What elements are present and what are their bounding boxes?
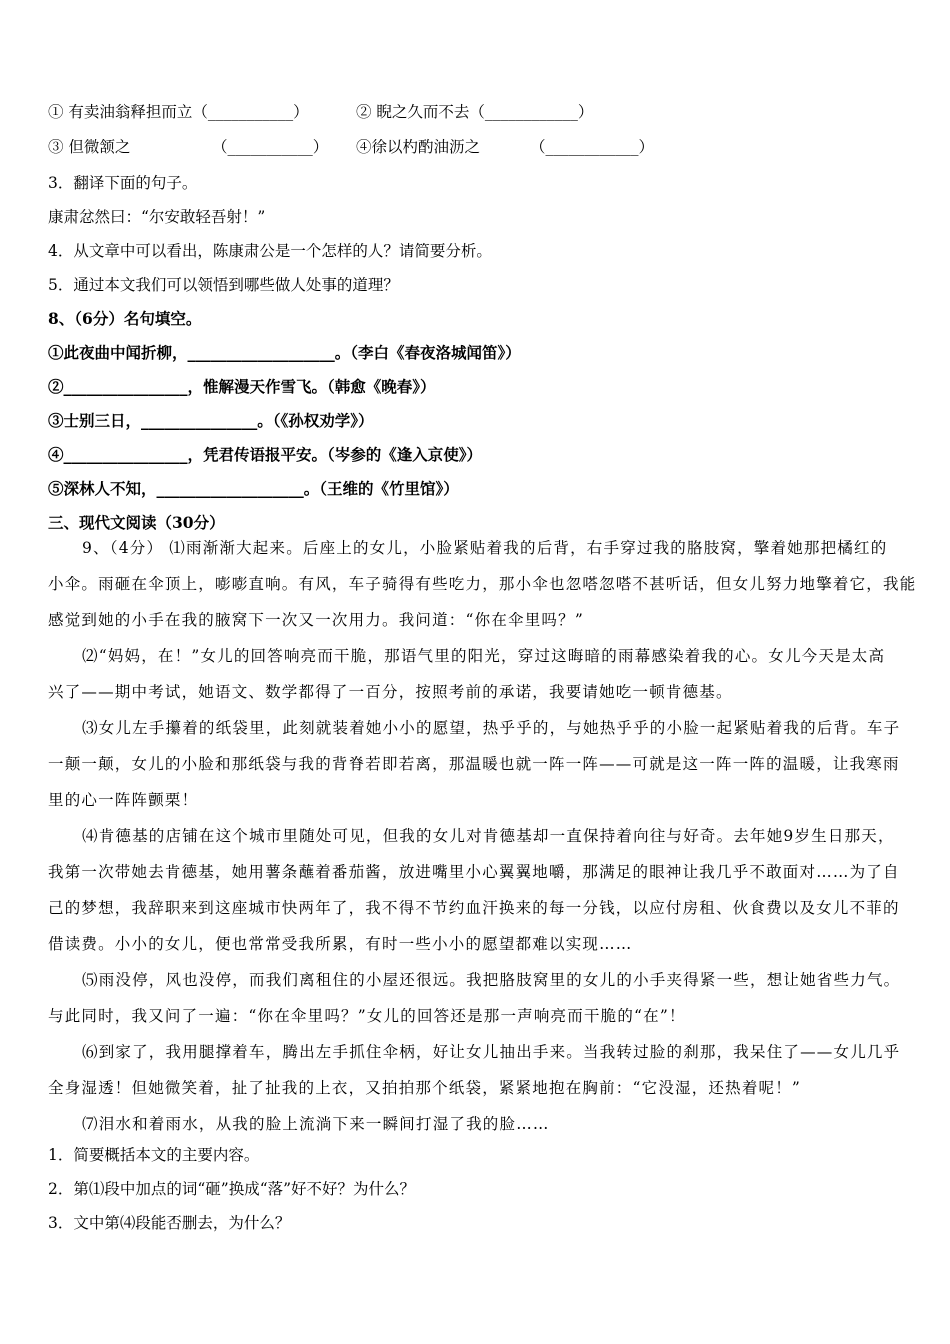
vocab-item-4-blank: （____________）	[530, 138, 655, 156]
poem-line-3: ③士别三日，_______________。（《孙权劝学》）	[48, 411, 374, 430]
passage-line: ⑷肯德基的店铺在这个城市里随处可见，但我的女儿对肯德基却一直保持着向往与好奇。去年她9岁生日那天，	[82, 827, 895, 845]
passage-line: 借读费。小小的女儿，便也常常受我所累，有时一些小小的愿望都难以实现……	[48, 935, 633, 953]
reading-question-1: 1．简要概括本文的主要内容。	[48, 1146, 260, 1164]
question-8-title: 8、（6分）名句填空。	[48, 309, 202, 328]
reading-question-3: 3．文中第⑷段能否删去，为什么？	[48, 1214, 291, 1232]
poem-line-5: ⑤深林人不知，___________________。（王维的《竹里馆》）	[48, 479, 459, 498]
question-5: 5．通过本文我们可以领悟到哪些做人处事的道理？	[48, 276, 399, 294]
poem-line-1: ①此夜曲中闻折柳，___________________。（李白《春夜洛城闻笛》）	[48, 343, 521, 362]
passage-line: 己的梦想，我辞职来到这座城市快两年了，我不得不节约血汗换来的每一分钱，以应付房租、伙食费以及女儿不菲的	[48, 899, 900, 917]
passage-line: 全身湿透！但她微笑着，扯了扯我的上衣，又拍拍那个纸袋，紧紧地抱在胸前：“它没湿，还热着呢！”	[48, 1079, 802, 1097]
passage-line: 里的心一阵阵颤栗！	[48, 791, 199, 809]
passage-line: 一颠一颠，女儿的小脸和那纸袋与我的背脊若即若离，那温暖也就一阵一阵——可就是这一阵一阵的温暖，让我寒雨	[48, 755, 900, 773]
section-3-heading: 三、现代文阅读（30分）	[48, 513, 225, 532]
passage-line: ⑺泪水和着雨水，从我的脸上流淌下来一瞬间打湿了我的脸……	[82, 1115, 550, 1133]
passage-line: 与此同时，我又问了一遍：“你在伞里吗？”女儿的回答还是那一声响亮而干脆的“在”！	[48, 1007, 686, 1025]
passage-line: 感觉到她的小手在我的腋窝下一次又一次用力。我问道：“你在伞里吗？”	[48, 611, 584, 629]
vocab-item-1: ① 有卖油翁释担而立（___________）	[48, 103, 309, 121]
passage-line: 兴了——期中考试，她语文、数学都得了一百分，按照考前的承诺，我要请她吃一顿肯德基。	[48, 683, 733, 701]
passage-line: ⑹到家了，我用腿撑着车，腾出左手抓住伞柄，好让女儿抽出手来。当我转过脸的刹那，我呆住了——女儿几乎	[82, 1043, 901, 1061]
question-3-sentence: 康肃忿然曰：“尔安敢轻吾射！”	[48, 208, 266, 226]
poem-line-2: ②________________，惟解漫天作雪飞。（韩愈《晚春》）	[48, 377, 436, 396]
passage-line: ⑸雨没停，风也没停，而我们离租住的小屋还很远。我把胳肢窝里的女儿的小手夹得紧一些，想让她省些力气。	[82, 971, 901, 989]
passage-line: 我第一次带她去肯德基，她用薯条蘸着番茄酱，放进嘴里小心翼翼地嚼，那满足的眼神让我几乎不敢面对……为了自	[48, 863, 900, 881]
vocab-item-3: ③ 但微颔之	[48, 138, 131, 156]
passage-line: ⑵“妈妈，在！”女儿的回答响亮而干脆，那语气里的阳光，穿过这晦暗的雨幕感染着我的心。女儿今天是太高	[82, 647, 886, 665]
passage-line: 9、（4分） ⑴雨渐渐大起来。后座上的女儿，小脸紧贴着我的后背，右手穿过我的胳肢窝，擎着她那把橘红的	[82, 539, 888, 557]
reading-question-2: 2．第⑴段中加点的词“砸”换成“落”好不好？为什么？	[48, 1180, 416, 1198]
poem-line-4: ④________________，凭君传语报平安。（岑参的《逢入京使》）	[48, 445, 483, 464]
passage-line: ⑶女儿左手攥着的纸袋里，此刻就装着她小小的愿望，热乎乎的，与她热乎乎的小脸一起紧贴着我的后背。车子	[82, 719, 901, 737]
vocab-item-4: ④徐以杓酌油沥之	[356, 138, 481, 156]
vocab-item-3-blank: （___________）	[212, 138, 329, 156]
question-4: 4．从文章中可以看出，陈康肃公是一个怎样的人？请简要分析。	[48, 242, 492, 260]
question-3: 3．翻译下面的句子。	[48, 174, 198, 192]
passage-line: 小伞。雨砸在伞顶上，嘭嘭直响。有风，车子骑得有些吃力，那小伞也忽嗒忽嗒不甚听话，但女儿努力地擎着它，我能	[48, 575, 917, 593]
vocab-item-2: ② 睨之久而不去（____________）	[356, 103, 594, 121]
